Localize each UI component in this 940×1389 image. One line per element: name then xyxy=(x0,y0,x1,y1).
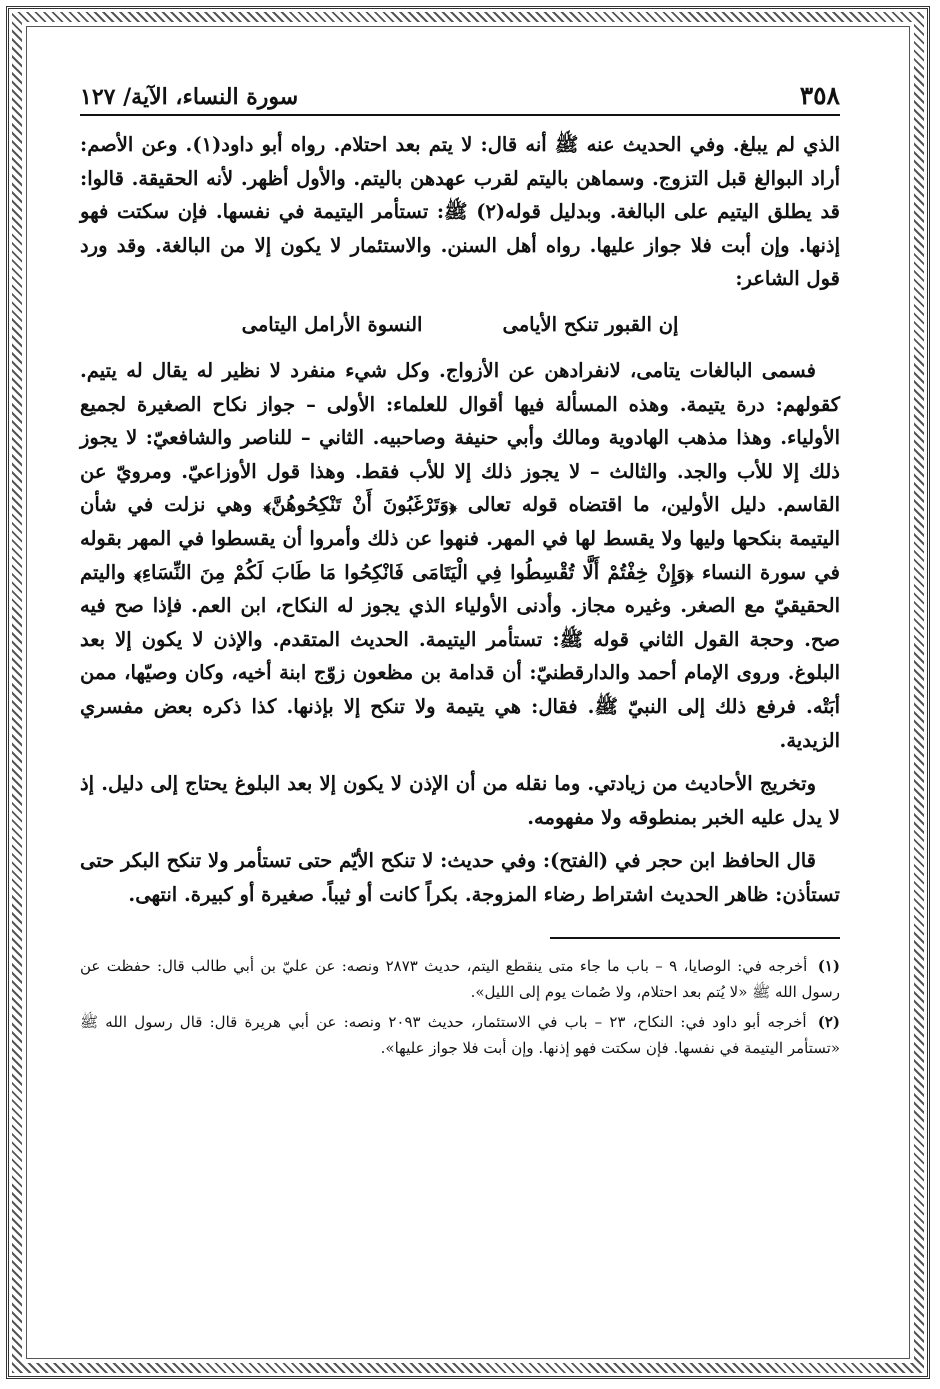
verse-first-hemistich: إن القبور تنكح الأيامى xyxy=(502,312,679,336)
footnote-text: أخرجه أبو داود في: النكاح، ٢٣ – باب في الاستئمار، حديث ٢٠٩٣ ونصه: عن أبي هريرة قال: قال رسول الله ﷺ «تستأمر اليتيمة في نفسها. فإن سكتت فهو إذنها. وإن أبت فلا جواز عليها». xyxy=(80,1013,840,1058)
paragraph-1: الذي لم يبلغ. وفي الحديث عنه ﷺ أنه قال: لا يتم بعد احتلام. رواه أبو داود(١). وعن الأصم: أراد البوالغ قبل التزوج. وسماهن باليتم لقرب عهدهن باليتم. والأول أظهر. لأنه الحقيقة. قالوا: قد يطلق اليتيم على البالغة. وبدليل قوله(٢) ﷺ: تستأمر اليتيمة في نفسها. فإن سكتت فهو إذنها. وإن أبت فلا جواز عليها. رواه أهل السنن. والاستئمار لا يكون إلا من البالغة. وقد ورد قول الشاعر: xyxy=(80,133,841,291)
paragraph-2: فسمى البالغات يتامى، لانفرادهن عن الأزواج. وكل شيء منفرد لا نظير له يقال له يتيم. كقولهم: درة يتيمة. وهذه المسألة فيها أقوال للعلماء: الأولى – جواز نكاح الصغيرة لجميع الأولياء. وهذا مذهب الهادوية ومالك وأبي حنيفة وصاحبيه. الثاني – للناصر والشافعيّ: لا يجوز ذلك إلا للأب والجد. والثالث – لا يجوز ذلك إلا للأب فقط. وهذا قول الأوزاعيّ. ومرويّ عن القاسم. دليل الأولين، ما اقتضاه قوله تعالى ﴿وَتَرْغَبُونَ أَنْ تَنْكِحُوهُنَّ﴾ وهي نزلت في شأن اليتيمة بنكحها وليها ولا يقسط لها في المهر. فنهوا عن ذلك وأمروا أن يقسطوا في المهر بقوله في سورة النساء ﴿وَإِنْ خِفْتُمْ أَلَّا تُقْسِطُوا فِي الْيَتَامَى فَانْكِحُوا مَا طَابَ لَكُمْ مِنَ النِّسَاءِ﴾ واليتم الحقيقيّ مع الصغر. وغيره مجاز. وأدنى الأولياء الذي يجوز له النكاح، ابن العم. فإذا صح فيه صح. وحجة القول الثاني قوله ﷺ: تستأمر اليتيمة. الحديث المتقدم. والإذن لا يكون إلا بعد البلوغ. وروى الإمام أحمد والدارقطنيّ: أن قدامة بن مظعون زوّج ابنة أخيه، وكان وصيّها، ممن أبَتْه. فرفع ذلك إلى النبيّ ﷺ. فقال: هي يتيمة ولا تنكح إلا بإذنها. كذا ذكره بعض مفسري الزيدية. xyxy=(80,358,840,752)
book-page xyxy=(80,70,840,1065)
paragraph-4: قال الحافظ ابن حجر في (الفتح): وفي حديث: لا تنكح الأيّم حتى تستأمر ولا تنكح البكر حتى تستأذن: ظاهر الحديث اشتراط رضاء المزوجة. بكراً كانت أو ثيباً. صغيرة أو كبيرة. انتهى. xyxy=(80,849,840,906)
footnote-1 xyxy=(80,953,840,1005)
footnote-number: (٢) xyxy=(817,1013,840,1032)
poetry-verse xyxy=(80,308,840,342)
footnote-text: أخرجه في: الوصايا، ٩ – باب ما جاء متى ينقطع اليتم، حديث ٢٨٧٣ ونصه: عن عليّ بن أبي طالب قال: حفظت عن رسول الله ﷺ «لا يُتم بعد احتلام، ولا صُمات يوم إلى الليل». xyxy=(80,957,840,1002)
footnote-number: (١) xyxy=(817,957,840,976)
footnote-2 xyxy=(80,1009,840,1061)
running-title: سورة النساء، الآية/ ١٢٧ xyxy=(80,84,299,110)
page-header xyxy=(80,70,840,116)
verse-second-hemistich: النسوة الأرامل اليتامى xyxy=(241,312,423,336)
page-number: ٣٥٨ xyxy=(799,81,840,110)
paragraph-3: وتخريج الأحاديث من زيادتي. وما نقله من أن الإذن لا يكون إلا بعد البلوغ يحتاج إلى دليل. إذ لا يدل عليه الخبر بمنطوقه ولا مفهومه. xyxy=(80,772,840,829)
footnote-separator xyxy=(550,937,840,939)
